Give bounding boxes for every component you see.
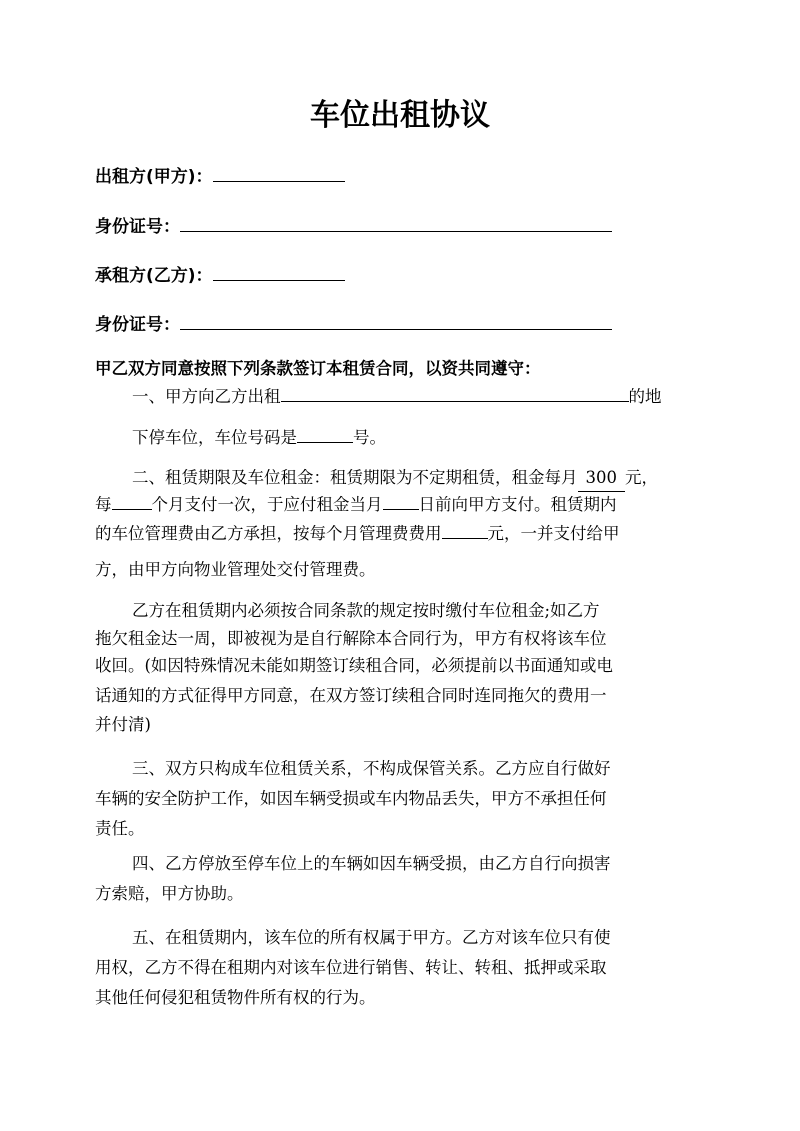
months-blank[interactable]	[112, 493, 152, 510]
clause-2-text-a: 二、租赁期限及车位租金：租赁期限为不定期租赁，租金每月	[132, 468, 578, 487]
clause-1-text-d: 号。	[353, 428, 386, 447]
clause-2b-line-5: 并付清)	[95, 715, 151, 734]
clause-2-line-1	[132, 465, 658, 492]
lessee-id-blank[interactable]	[180, 311, 612, 330]
clause-3-line-1: 三、双方只构成车位租赁关系，不构成保管关系。乙方应自行做好	[132, 759, 611, 778]
space-number-blank[interactable]	[297, 426, 353, 443]
clause-2b-line-3: 收回。(如因特殊情况未能如期签订续租合同，必须提前以书面通知或电	[95, 656, 613, 675]
lessor-field	[95, 163, 345, 190]
clause-1-text-b: 的地	[628, 387, 662, 406]
lessor-id-label: 身份证号：	[95, 217, 180, 237]
clause-5-line-3: 其他任何侵犯租赁物件所有权的行为。	[95, 988, 376, 1007]
intro-text: 甲乙双方同意按照下列条款签订本租赁合同，以资共同遵守：	[95, 359, 541, 378]
clause-2-line-2	[95, 492, 617, 518]
clause-2-line-3	[95, 521, 620, 547]
clause-3-line-2: 车辆的安全防护工作，如因车辆受损或车内物品丢失，甲方不承担任何	[95, 789, 607, 808]
clause-1-line-1	[132, 384, 662, 410]
clause-1-text-c: 下停车位，车位号码是	[132, 428, 297, 447]
lessor-id-field	[95, 213, 612, 240]
clause-1-line-2	[132, 425, 386, 451]
lessee-field	[95, 262, 345, 289]
lessor-blank[interactable]	[213, 163, 345, 182]
clause-2-text-f: 的车位管理费由乙方承担，按每个月管理费费用	[95, 524, 442, 543]
location-blank[interactable]	[281, 385, 629, 402]
clause-2b-line-4: 话通知的方式征得甲方同意，在双方签订续租合同时连同拖欠的费用一	[95, 686, 607, 705]
lessee-id-field	[95, 311, 612, 338]
clause-2-text-b: 元，	[625, 468, 658, 487]
clause-2-text-e: 日前向甲方支付。租赁期内	[418, 495, 617, 514]
clause-2-text-g: 元，一并支付给甲	[487, 524, 620, 543]
clause-3-line-3: 责任。	[95, 819, 145, 838]
document-title: 车位出租协议	[310, 98, 490, 133]
clause-4-line-1: 四、乙方停放至停车位上的车辆如因车辆受损，由乙方自行向损害	[132, 854, 611, 873]
lessor-label: 出租方(甲方)：	[95, 167, 213, 187]
lessee-id-label: 身份证号：	[95, 315, 180, 335]
clause-1-text-a: 一、甲方向乙方出租	[132, 387, 281, 406]
clause-5-line-2: 用权，乙方不得在租期内对该车位进行销售、转让、转租、抵押或采取	[95, 958, 607, 977]
day-blank[interactable]	[383, 493, 419, 510]
lessee-label: 承租方(乙方)：	[95, 266, 213, 286]
clause-2-line-4: 方，由甲方向物业管理处交付管理费。	[95, 560, 376, 579]
clause-2b-line-2: 拖欠租金达一周，即被视为是自行解除本合同行为，甲方有权将该车位	[95, 629, 607, 648]
clause-5-line-1: 五、在租赁期内，该车位的所有权属于甲方。乙方对该车位只有使	[132, 928, 611, 947]
management-fee-blank[interactable]	[442, 522, 488, 539]
clause-2-text-d: 个月支付一次，于应付租金当月	[151, 495, 383, 514]
clause-4-line-2: 方索赔，甲方协助。	[95, 884, 244, 903]
clause-2-text-c: 每	[95, 495, 112, 514]
clause-2b-line-1: 乙方在租赁期内必须按合同条款的规定按时缴付车位租金;如乙方	[132, 601, 600, 620]
lessor-id-blank[interactable]	[180, 213, 612, 232]
rent-value[interactable]: 300	[578, 465, 626, 492]
lessee-blank[interactable]	[213, 262, 345, 281]
